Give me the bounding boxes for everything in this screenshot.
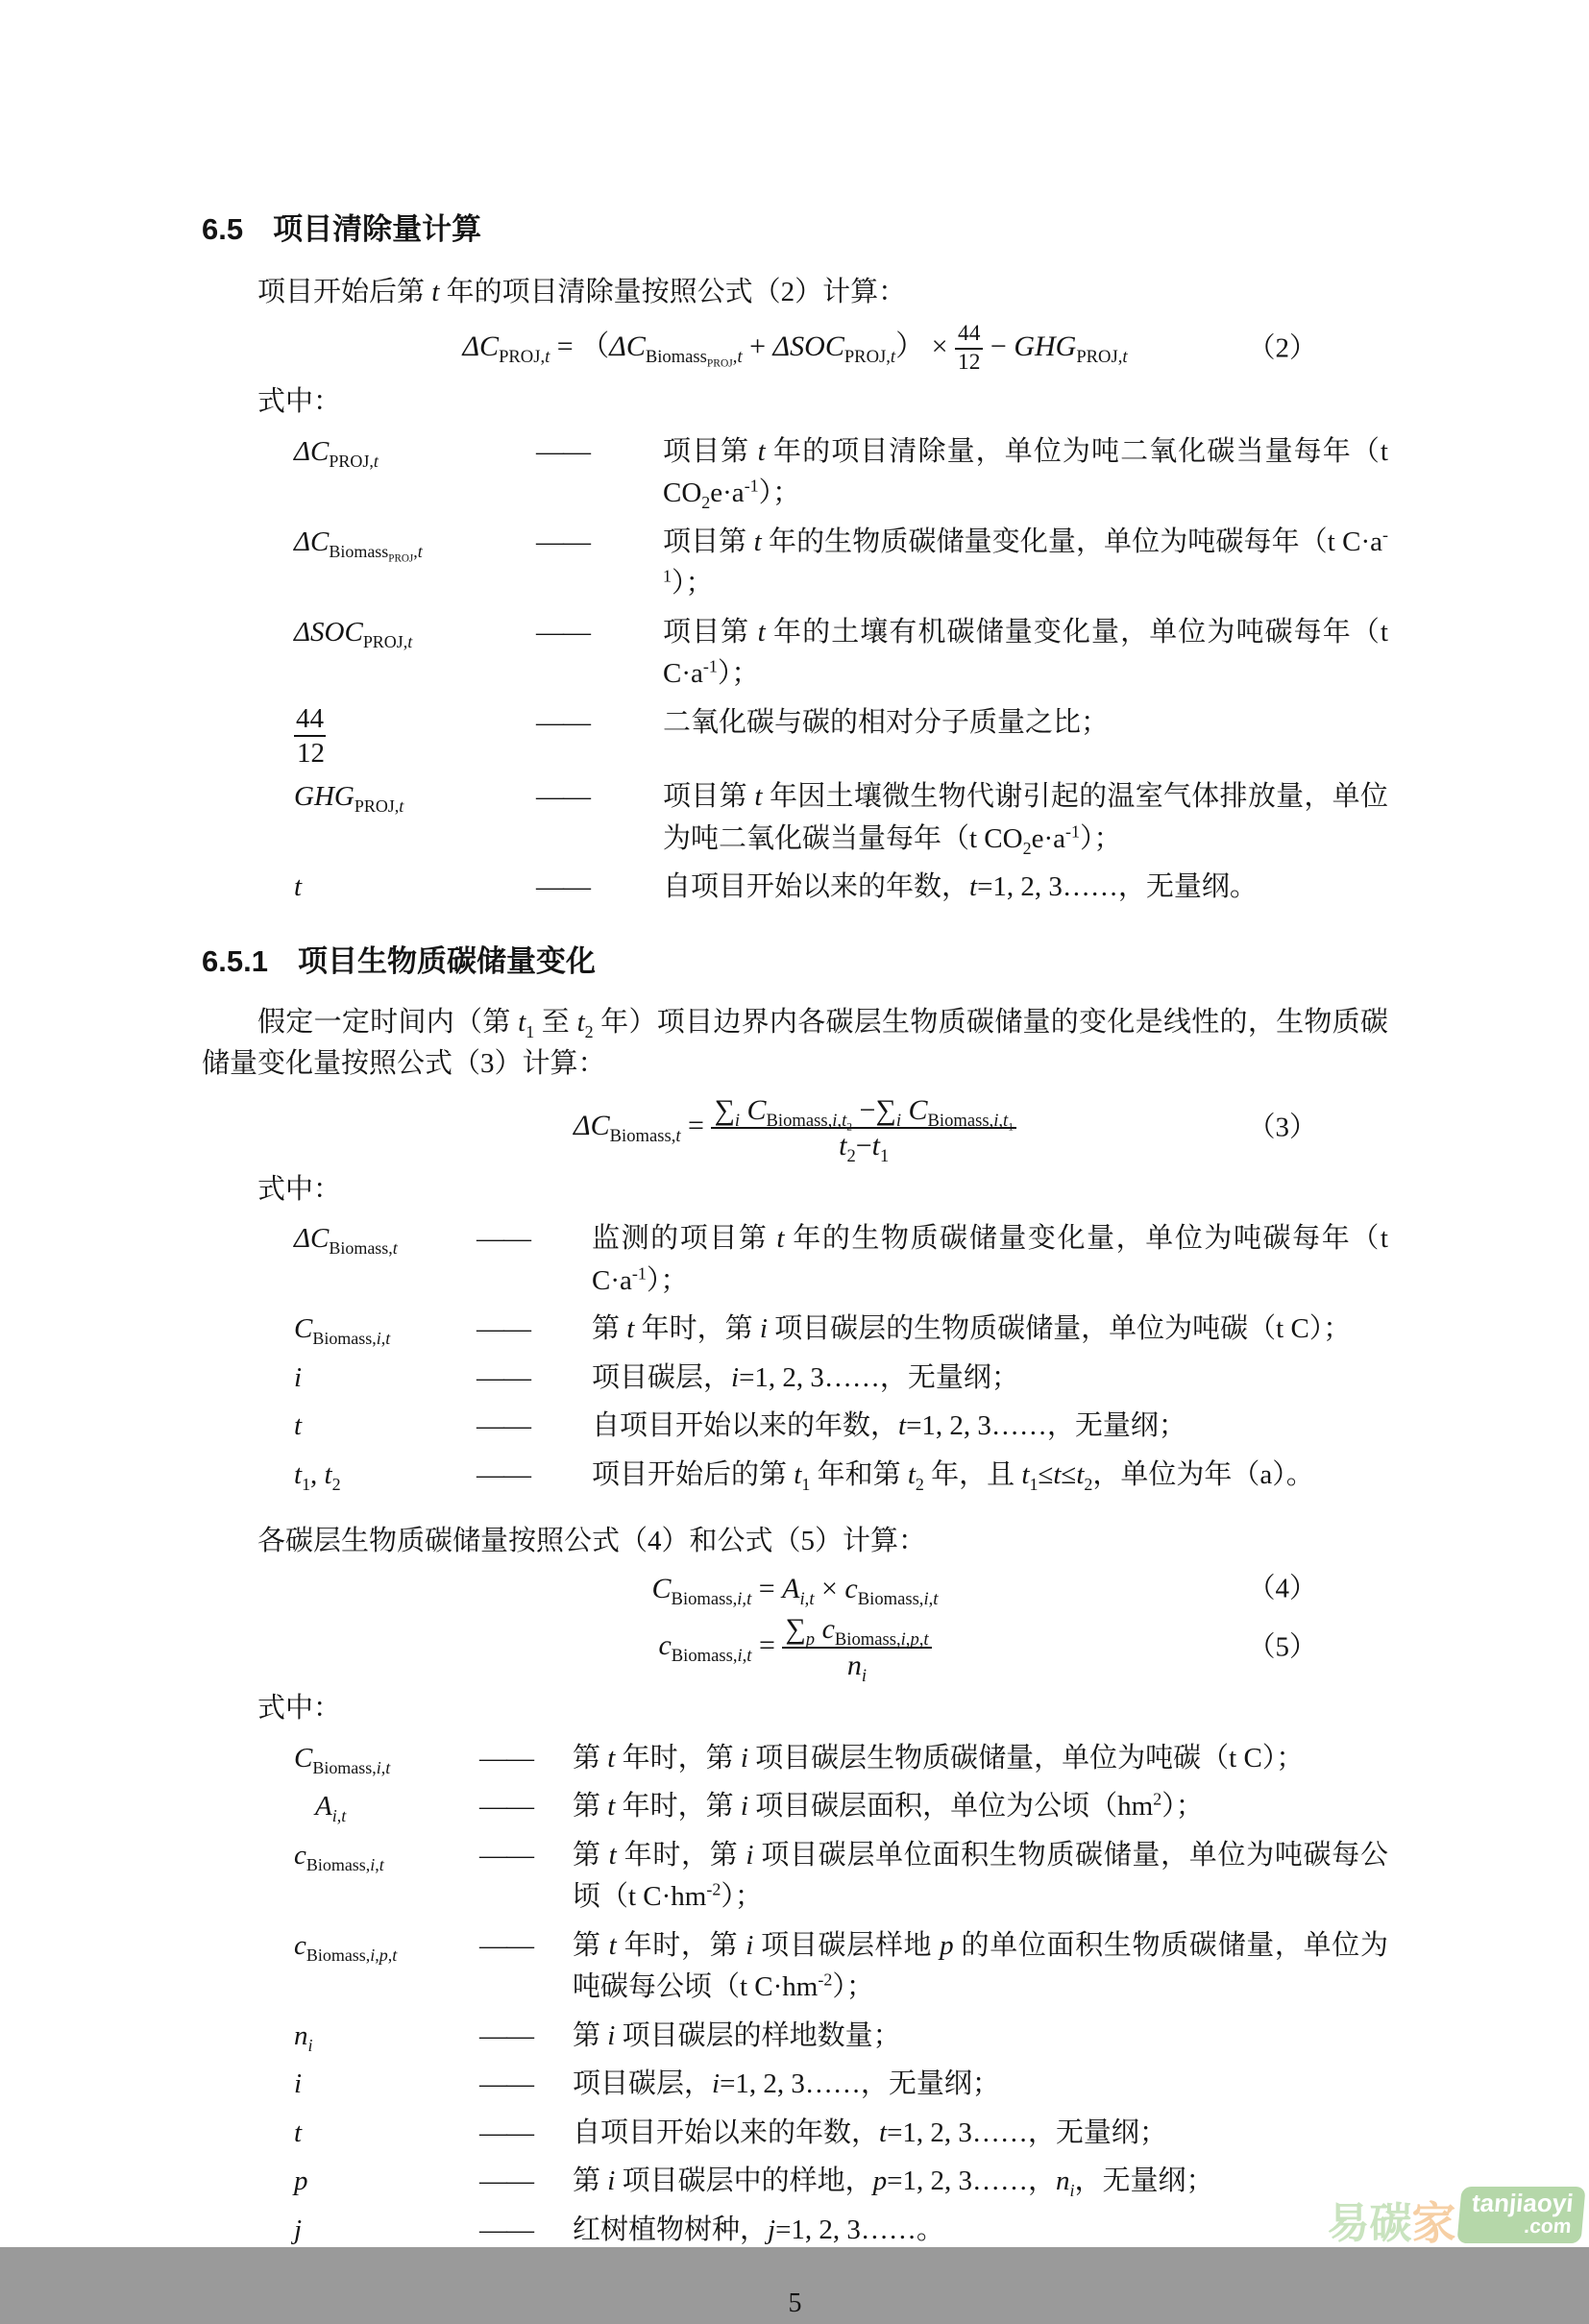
section-6-5-intro: 项目开始后第 t 年的项目清除量按照公式（2）计算： — [257, 276, 907, 307]
definition-text: 二氧化碳与碳的相对分子质量之比； — [663, 706, 1110, 738]
dash: —— — [536, 871, 590, 903]
equation-number-4: （4） — [1247, 1572, 1317, 1603]
dash: —— — [477, 1223, 530, 1255]
equation-number-5: （5） — [1247, 1630, 1317, 1662]
dash: —— — [477, 1458, 530, 1490]
symbol: $c_{Biomass,i,p,t}$ — [294, 1929, 398, 1965]
definition-row — [294, 2113, 1388, 2155]
dash: —— — [479, 2214, 533, 2245]
where-label-1: 式中： — [257, 386, 342, 418]
dash: —— — [536, 781, 590, 813]
definition-text: 第 t 年时，第 i 项目碳层单位面积生物质碳储量，单位为吨碳每公顷（t $C\cdot hm^{-2}$）； — [573, 1839, 1388, 1913]
symbol: $\Delta C_{Biomass,t}$ — [294, 1223, 398, 1259]
definition-text: 第 t 年时，第 i 项目碳层生物质碳储量，单位为吨碳（t C）； — [573, 1742, 1305, 1774]
formula-3 — [202, 1093, 1388, 1167]
dash: —— — [479, 2068, 533, 2100]
definition-text: 监测的项目第 t 年的生物质碳储量变化量，单位为吨碳每年（t $C\cdot a^{-1}$）； — [592, 1223, 1388, 1296]
definition-row — [294, 1835, 1388, 1919]
definition-text: 项目碳层，i=1, 2, 3……，无量纲； — [592, 1361, 1019, 1393]
definition-row — [294, 1455, 1388, 1497]
definition-text: 项目碳层，i=1, 2, 3……，无量纲； — [573, 2068, 1000, 2100]
definition-row — [294, 522, 1388, 605]
watermark-text-orange: 家 — [1411, 2198, 1456, 2248]
definition-list-1 — [294, 431, 1388, 909]
where-label-2: 式中： — [257, 1173, 342, 1205]
definition-row — [294, 776, 1388, 860]
symbol: t — [294, 1410, 303, 1442]
definition-row — [294, 2064, 1388, 2106]
dash: —— — [479, 1839, 533, 1871]
definition-text: 自项目开始以来的年数，t=1, 2, 3……，无量纲； — [573, 2116, 1167, 2148]
formula-4 — [202, 1567, 1388, 1611]
watermark-logo — [1327, 2187, 1583, 2248]
where-label-3: 式中： — [257, 1693, 342, 1725]
definition-row — [294, 1309, 1388, 1351]
dash: —— — [536, 526, 590, 557]
formula-2-expression: $\Delta C_{PROJ,t} = (\Delta C_{Biomass_{PROJ},t} + \Delta SOC_{PROJ,t})$ × $\frac{44}{12}$ − $GHG_{PROJ,t}$ — [462, 321, 1128, 375]
definition-text: 第 i 项目碳层的样地数量； — [573, 2019, 901, 2051]
definition-row — [294, 1406, 1388, 1448]
definition-list-3 — [294, 1738, 1388, 2252]
symbol: t — [294, 2116, 303, 2148]
equation-number-3: （3） — [1247, 1112, 1317, 1143]
definition-text: 第 t 年时，第 i 项目碳层面积，单位为公顷$(hm^2)$； — [573, 1789, 1204, 1823]
definition-text: 项目第 t 年的项目清除量，单位为吨二氧化碳当量每年（t $CO_2e\cdot a^{-1}$）； — [663, 435, 1388, 513]
dash: —— — [479, 1742, 533, 1774]
definition-text: 项目第 t 年因土壤微生物代谢引起的温室气体排放量，单位为吨二氧化碳当量每年（t $CO_2e\cdot a^{-1}$）； — [663, 781, 1388, 858]
definition-text: 第 t 年时，第 i 项目碳层的生物质碳储量，单位为吨碳（t C）； — [592, 1313, 1352, 1345]
symbol-fraction-44-12: $\frac{44}{12}$ — [296, 702, 325, 770]
definition-text: 红树植物树种，j=1, 2, 3……。 — [573, 2214, 944, 2245]
definition-list-2 — [294, 1218, 1388, 1496]
section-6-5-1-intro: 假定一定时间内（第 $t_1$ 至 $t_2$ 年）项目边界内各碳层生物质碳储量的变化是线性的，生物质碳储量变化量按照公式（3）计算： — [202, 1006, 1388, 1080]
symbol: i — [294, 2068, 303, 2100]
symbol: $A_{i,t}$ — [315, 1791, 347, 1825]
definition-row — [294, 612, 1388, 696]
definition-row — [294, 2161, 1388, 2203]
symbol: p — [294, 2165, 308, 2197]
dash: —— — [479, 1791, 533, 1823]
dash: —— — [479, 2165, 533, 2197]
definition-text: 自项目开始以来的年数，t=1, 2, 3……，无量纲。 — [663, 871, 1258, 903]
definition-row — [294, 867, 1388, 909]
formula-4-expression: $C_{Biomass,i,t} = A_{i,t} \times c_{Biomass,i,t}$ — [651, 1572, 939, 1609]
definition-text: 第 t 年时，第 i 项目碳层样地 p 的单位面积生物质碳储量，单位为吨碳每公顷（t $C\cdot hm^{-2}$）； — [573, 1929, 1388, 2003]
definition-row — [294, 1925, 1388, 2009]
formula-5-expression: $c_{Biomass,i,t}$ = $\sum_p$ $c_{Biomass,i,p,t}$ $n_i$ — [658, 1629, 931, 1661]
definition-row — [294, 1358, 1388, 1400]
watermark-domain-tld: .com — [1522, 2214, 1572, 2238]
section-6-5-1-heading: 6.5.1 项目生物质碳储量变化 — [202, 943, 596, 978]
dash: —— — [477, 1361, 530, 1393]
dash: —— — [536, 435, 590, 467]
definition-row — [294, 2210, 1388, 2252]
symbol: $\Delta SOC_{PROJ,t}$ — [294, 616, 413, 651]
formula-5 — [202, 1612, 1388, 1686]
symbol: $t_1$, $t_2$ — [294, 1458, 341, 1494]
page-number: 5 — [788, 2288, 802, 2319]
symbol: t — [294, 871, 303, 903]
definition-row — [294, 2016, 1388, 2058]
symbol: $\Delta C_{Biomass_{PROJ},t}$ — [294, 526, 423, 565]
formulas-4-5-intro: 各碳层生物质碳储量按照公式（4）和公式（5）计算： — [257, 1526, 927, 1557]
dash: —— — [477, 1313, 530, 1345]
symbol: i — [294, 1361, 303, 1393]
symbol: $n_i$ — [294, 2019, 313, 2055]
section-6-5-heading: 6.5 项目清除量计算 — [202, 212, 482, 246]
definition-text: 自项目开始以来的年数，t=1, 2, 3……，无量纲； — [592, 1410, 1186, 1442]
symbol: $C_{Biomass,i,t}$ — [294, 1742, 391, 1777]
definition-text: 项目第 t 年的土壤有机碳储量变化量，单位为吨碳每年（t $C\cdot a^{-1}$）； — [663, 616, 1388, 690]
dash: —— — [479, 1929, 533, 1961]
dash: —— — [477, 1410, 530, 1442]
definition-text: 第 i 项目碳层中的样地，p=1, 2, 3……，$n_i$，无量纲； — [573, 2165, 1214, 2200]
definition-row — [294, 431, 1388, 515]
symbol: $GHG_{PROJ,t}$ — [294, 781, 404, 817]
symbol: $C_{Biomass,i,t}$ — [294, 1313, 391, 1349]
symbol: j — [294, 2214, 303, 2245]
definition-text: 项目开始后的第 $t_1$ 年和第 $t_2$ 年，且 $t_1\le t\le t_2$，单位为年（a）。 — [592, 1458, 1314, 1494]
dash: —— — [536, 616, 590, 648]
definition-row — [294, 1786, 1388, 1828]
dash: —— — [536, 706, 590, 738]
symbol: $c_{Biomass,i,t}$ — [294, 1839, 384, 1874]
dash: —— — [479, 2019, 533, 2051]
watermark-domain-name: tanjiaoyi — [1470, 2188, 1575, 2217]
watermark-text-green: 易碳 — [1327, 2200, 1412, 2247]
equation-number-2: （2） — [1247, 332, 1317, 364]
definition-text: 项目第 t 年的生物质碳储量变化量，单位为吨碳每年（t $C\cdot a^{-1}$）； — [663, 525, 1388, 599]
dash: —— — [479, 2116, 533, 2148]
formula-2 — [202, 321, 1388, 376]
watermark-domain-box — [1456, 2187, 1586, 2243]
symbol: $\Delta C_{PROJ,t}$ — [294, 435, 379, 471]
formula-3-expression: $\Delta C_{Biomass,t}$ = $\sum_i$ $C_{Biomass,i,t_2} -\sum_i$ $C_{Biomass,i,t_1}$ $t_2-t_1$ — [574, 1110, 1016, 1141]
definition-row — [294, 1218, 1388, 1302]
definition-row — [294, 702, 1388, 770]
definition-row — [294, 1738, 1388, 1780]
